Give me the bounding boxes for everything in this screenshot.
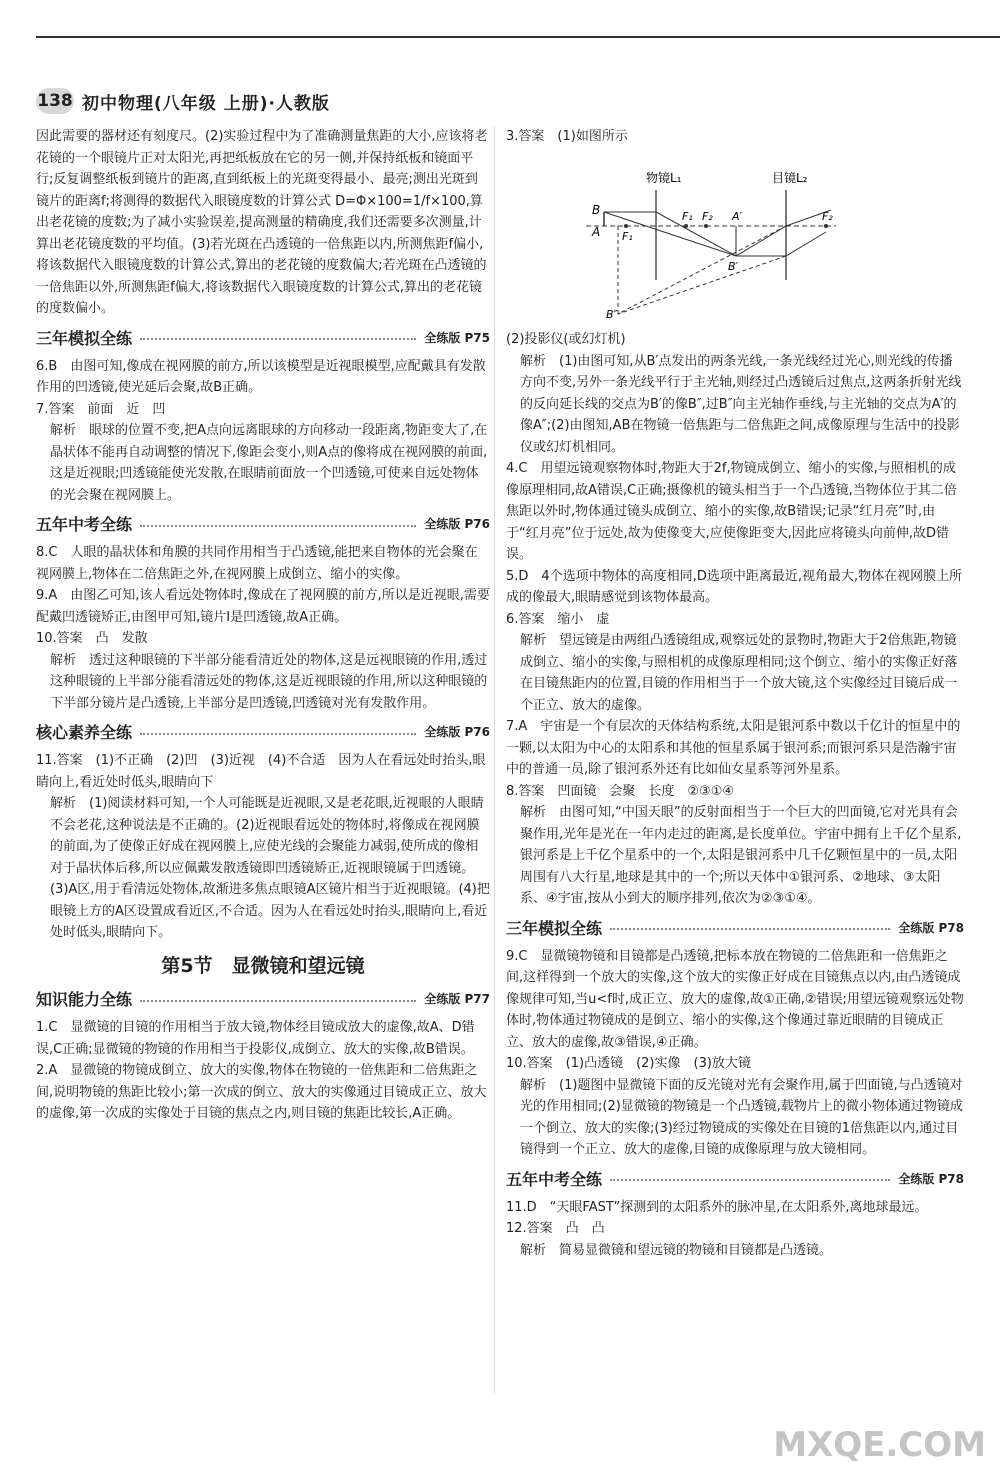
section-ref: 全练版 P77	[424, 992, 490, 1007]
analysis-11: 解析 (1)阅读材料可知,一个人可能既是近视眼,又是老花眼,近视眼的人眼睛不会老花,这种说法是不正确的。(2)近视眼看远处的物体时,将像成在视网膜的前面,为了使像正好成在视网膜上,应使光线的会聚能力减弱,使所成的像相对于晶状体后移,所以应佩戴发散透镜即凹透镜矫正,近视眼镜属于凹透镜。(3)A区,用于看清远处物体,故渐进多焦点眼镜A区镜片相当于近视眼镜。(4)把眼镜上方的A区设置成看近区,不合适。因为人在看远处时抬头,眼睛向上,看近处时低头,眼睛向下。	[50, 796, 490, 940]
section-title: 三年模拟全练	[506, 918, 603, 938]
answer-1: 1.C 显微镜的目镜的作用相当于放大镜,物体经目镜成放大的虚像,故A、D错误,C正确;显微镜的物镜的作用相当于投影仪,成倒立、放大的实像,故B错误。	[36, 1020, 475, 1057]
answer-11: 11.答案 (1)不正确 (2)凹 (3)近视 (4)不合适 因为人在看远处时抬头,眼睛向上,看近处时低头,眼睛向下	[36, 753, 486, 790]
answer-5: 5.D 4个选项中物体的高度相同,D选项中距离最近,视角最大,物体在视网膜上所成的像最大,眼睛感觉到该物体最高。	[506, 568, 963, 605]
label-A-prime: A′	[732, 209, 743, 223]
answer-6: 6.答案 缩小 虚	[506, 611, 610, 627]
section-title: 知识能力全练	[36, 990, 133, 1010]
answer-7: 7.A 宇宙是一个有层次的天体结构系统,太阳是银河系中数以千亿计的恒星中的一颗,以太阳为中心的太阳系和其他的恒星系属于银河系;而银河系只是浩瀚宇宙中的普通一员,除了银河系外还有比如仙女星系等河外星系。	[506, 719, 961, 777]
top-rule	[36, 36, 1000, 38]
right-column	[506, 126, 964, 1261]
answer-10: 10.答案 (1)凸透镜 (2)实像 (3)放大镜	[506, 1056, 751, 1071]
section-header	[36, 987, 490, 1013]
section-header	[36, 512, 490, 538]
column-divider	[494, 126, 495, 1393]
page-number: 138	[36, 88, 74, 114]
answer-10: 10.答案 凸 发散	[36, 631, 148, 646]
answer-2: 2.A 显微镜的物镜成倒立、放大的实像,物体在物镜的一倍焦距和二倍焦距之间,说明物镜的焦距比较小;第一次成的倒立、放大的实像通过目镜成正立、放大的虚像,第一次成的实像处于目镜的焦点之内,则目镜的焦距比较长,A正确。	[36, 1063, 487, 1121]
analysis-3: 解析 (1)由图可知,从B′点发出的两条光线,一条光线经过光心,则光线的传播方向不变,另外一条光线平行于主光轴,则经过凸透镜后过焦点,这两条折射光线的反向延长线的交点为B′的像B″,过B″向主光轴作垂线,与主光轴的交点为A′的像A″;(2)由图知,AB在物镜一倍焦距与二倍焦距之间,成像原理与生活中的投影仪或幻灯机相同。	[520, 353, 962, 455]
microscope-ray-diagram	[506, 152, 846, 320]
section-title: 三年模拟全练	[36, 328, 133, 348]
left-column	[36, 126, 490, 1125]
section-header	[506, 916, 964, 942]
section-ref: 全练版 P75	[424, 330, 490, 345]
section-ref: 全练版 P76	[424, 725, 490, 740]
answer-3: 3.答案 (1)如图所示	[506, 129, 628, 144]
answer-12: 12.答案 凸 凸	[506, 1221, 605, 1236]
label-A: A	[592, 224, 601, 239]
label-B-double-prime: B″	[606, 307, 618, 320]
analysis-8: 解析 由图可知,“中国天眼”的反射面相当于一个巨大的凹面镜,它对光具有会聚作用,光年是光在一年内走过的距离,是长度单位。宇宙中拥有上千亿个星系,银河系是上千亿个星系中的一个,太阳是银河系中几千亿颗恒星中的一员,太阳周围有八大行星,地球是其中的一个;所以天体中①银河系、②地球、③太阳系、④宇宙,按从小到大的顺序排列,依次为②③①④。	[520, 805, 962, 906]
book-title: 初中物理(八年级 上册)·人教版	[82, 93, 330, 114]
section-header	[36, 720, 490, 746]
section-ref: 全练版 P78	[898, 1171, 964, 1186]
dotted-leader	[610, 927, 890, 930]
dotted-leader	[140, 999, 416, 1002]
section-ref: 全练版 P78	[898, 920, 964, 935]
section-header	[36, 326, 490, 352]
label-B-prime: B′	[728, 259, 739, 273]
label-objective-lens: 物镜L₁	[646, 170, 682, 185]
analysis-12: 解析 简易显微镜和望远镜的物镜和目镜都是凸透镜。	[520, 1242, 833, 1258]
analysis-7: 解析 眼球的位置不变,把A点向远离眼球的方向移动一段距离,物距变大了,在晶状体不能再自动调整的情况下,像距会变小,则A点的像将成在视网膜的前面,这是近视眼;凹透镜能使光发散,在眼睛前面放一个凹透镜,可使来自远处物体的光会聚在视网膜上。	[50, 423, 488, 503]
intro-paragraph: 因此需要的器材还有刻度尺。(2)实验过程中为了准确测量焦距的大小,应该将老花镜的一个眼镜片正对太阳光,再把纸板放在它的另一侧,并保持纸板和镜面平行;反复调整纸板到镜片的距离,直到纸板上的光斑变得最小、最亮;测出光斑到镜片的距离f;将测得的数据代入眼镜度数的计算公式 D=Φ×100=1/f×100,算出老花镜的度数;为了减小实验误差,提高测量的精确度,我们还需要多次测量,计算出老花镜度数的平均值。(3)若光斑在凸透镜的一倍焦距以内,所测焦距f偏小,将该数据代入眼镜度数的计算公式,算出的老花镜的度数偏大;若光斑在凸透镜的一倍焦距以外,所测焦距f偏大,将该数据代入眼镜度数的计算公式,算出的老花镜的度数偏小。	[36, 129, 488, 316]
answer-6: 6.B 由图可知,像成在视网膜的前方,所以该模型是近视眼模型,应配戴具有发散作用的凹透镜,使光延后会聚,故B正确。	[36, 358, 486, 395]
label-F2-right: F₂	[822, 209, 833, 223]
analysis-10: 解析 透过这种眼镜的下半部分能看清近处的物体,这是远视眼镜的作用,透过这种眼镜的上半部分能看清远处的物体,这是近视眼镜的作用,所以这种眼镜的下半部分镜片是凸透镜,上半部分是凹透镜,凹透镜对光有发散作用。	[50, 652, 488, 711]
chapter-title: 第5节 显微镜和望远镜	[161, 954, 365, 977]
section-title: 核心素养全练	[36, 723, 133, 743]
label-F1-right: F₁	[682, 209, 693, 223]
section-header	[506, 1167, 964, 1193]
label-F2-left: F₂	[702, 209, 713, 223]
page-header	[36, 88, 330, 114]
section-title: 五年中考全练	[36, 515, 133, 535]
answer-11: 11.D “天眼FAST”探测到的太阳系外的脉冲星,在太阳系外,离地球最远。	[506, 1199, 928, 1215]
dotted-leader	[140, 337, 416, 340]
dotted-leader	[610, 1178, 890, 1181]
answer-7: 7.答案 前面 近 凹	[36, 401, 166, 417]
answer-4: 4.C 用望远镜观察物体时,物距大于2f,物镜成倒立、缩小的实像,与照相机的成像原理相同,故A错误,C正确;摄像机的镜头相当于一个凸透镜,当物体位于其二倍焦距以外时,物体通过镜头成倒立、缩小的实像,故B错误;记录“红月亮”时,由于“红月亮”位于远处,故为使像变大,应使像距变大,因此应将镜头向前伸,故D错误。	[506, 461, 957, 562]
label-F1-left: F₁	[622, 229, 633, 243]
answer-9: 9.C 显微镜物镜和目镜都是凸透镜,把标本放在物镜的二倍焦距和一倍焦距之间,这样得到一个放大的实像,这个放大的实像正好成在目镜焦点以内,由凸透镜成像规律可知,当u<f时,成正立、放大的虚像,故①正确,②错误;用望远镜观察远处物体时,物体通过物镜成的是倒立、缩小的实像,这个像通过靠近眼睛的目镜成正立、放大的虚像,故③错误,④正确。	[506, 948, 964, 1050]
site-watermark: MXQE.COM	[773, 1425, 986, 1465]
answer-3-part2: (2)投影仪(或幻灯机)	[506, 332, 626, 347]
dotted-leader	[140, 732, 416, 735]
analysis-6: 解析 望远镜是由两组凸透镜组成,观察远处的景物时,物距大于2倍焦距,物镜成倒立、缩小的实像,与照相机的成像原理相同;这个倒立、缩小的实像正好落在目镜焦距内的位置,目镜的作用相当于一个放大镜,这个实像经过目镜后成一个正立、放大的虚像。	[520, 633, 958, 713]
dotted-leader	[140, 524, 416, 527]
answer-8: 8.C 人眼的晶状体和角膜的共同作用相当于凸透镜,能把来自物体的光会聚在视网膜上,物体在二倍焦距之外,在视网膜上成倒立、缩小的实像。	[36, 545, 478, 582]
answer-8: 8.答案 凹面镜 会聚 长度 ②③①④	[506, 783, 735, 799]
analysis-10: 解析 (1)题图中显微镜下面的反光镜对光有会聚作用,属于凹面镜,与凸透镜对光的作用相同;(2)显微镜的物镜是一个凸透镜,载物片上的微小物体通过物镜成一个倒立、放大的实像;(3)经过物镜成的实像处在目镜的1倍焦距以内,通过目镜得到一个正立、放大的虚像,目镜的成像原理与放大镜相同。	[520, 1077, 963, 1157]
section-title: 五年中考全练	[506, 1169, 603, 1189]
label-eyepiece-lens: 目镜L₂	[772, 170, 808, 185]
label-B: B	[592, 202, 601, 217]
answer-9: 9.A 由图乙可知,该人看远处物体时,像成在了视网膜的前方,所以是近视眼,需要配戴凹透镜矫正,由图甲可知,镜片Ⅰ是凹透镜,故A正确。	[36, 588, 490, 625]
section-ref: 全练版 P76	[424, 517, 490, 532]
